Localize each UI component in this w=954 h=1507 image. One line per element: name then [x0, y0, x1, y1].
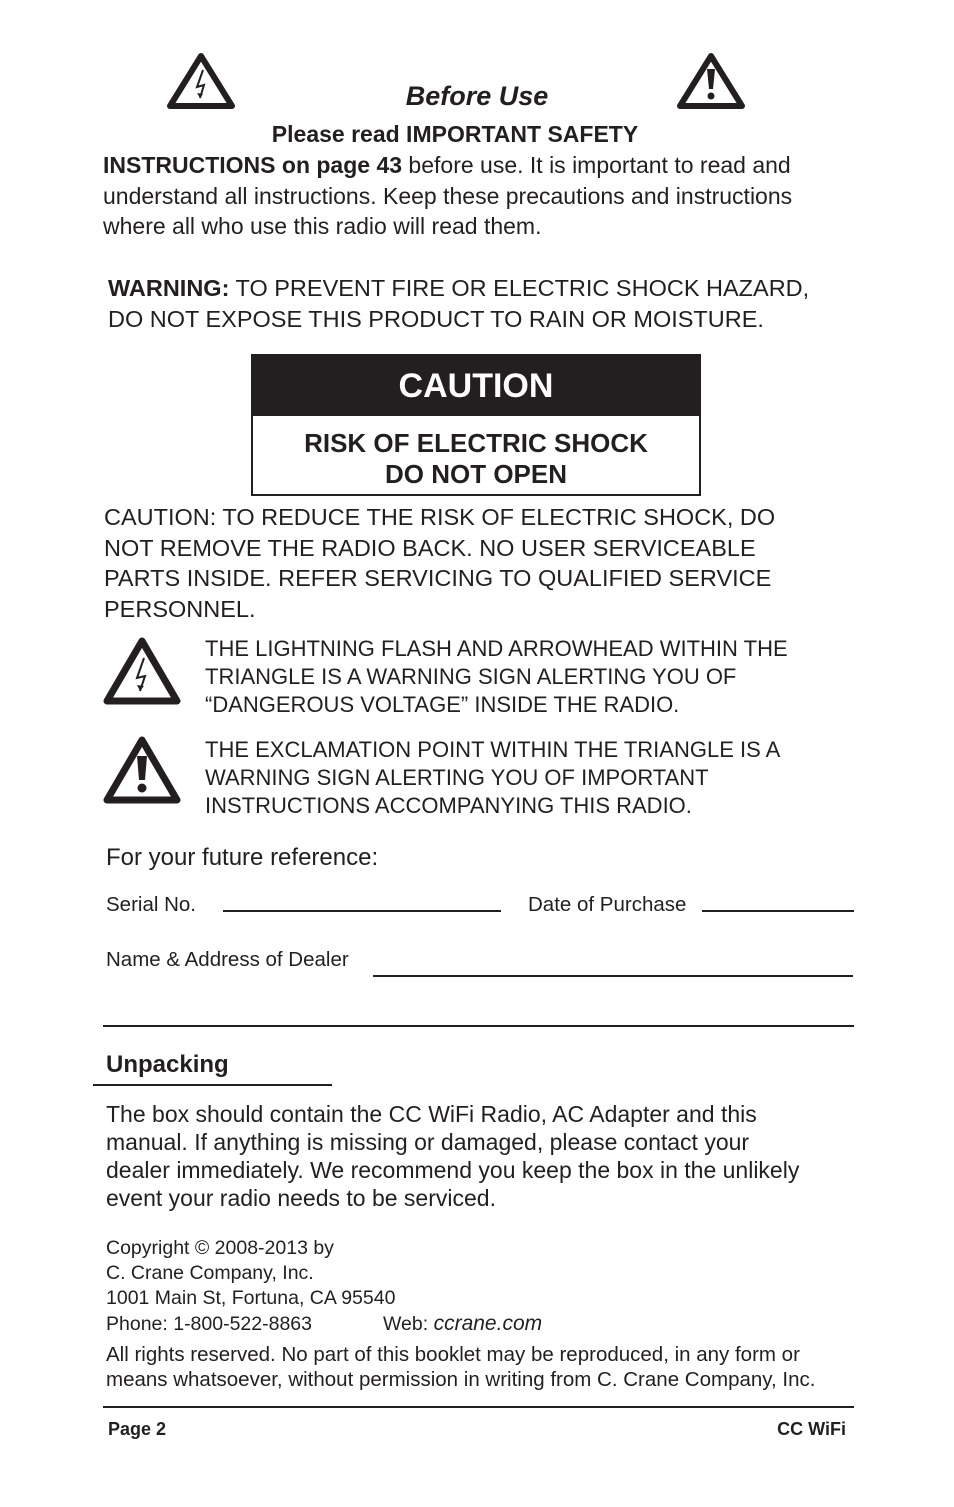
serial-number-line[interactable]	[223, 910, 501, 912]
unpacking-heading: Unpacking	[106, 1051, 229, 1078]
exclamation-explanation: THE EXCLAMATION POINT WITHIN THE TRIANGLE IS A WARNING SIGN ALERTING YOU OF IMPORTANT INSTRUCTIONS ACCOMPANYING THIS RADIO.	[205, 737, 781, 818]
warning-label: WARNING:	[108, 275, 230, 301]
dealer-line-1[interactable]	[373, 975, 853, 977]
website-link[interactable]: ccrane.com	[433, 1312, 543, 1335]
rights-statement: All rights reserved. No part of this booklet may be reproduced, in any form or means whatsoever, without permission in writing from C. Crane Company, Inc.	[106, 1343, 816, 1391]
dealer-label: Name & Address of Dealer	[106, 948, 349, 971]
safety-subtitle: Please read IMPORTANT SAFETY	[271, 121, 639, 147]
copyright-block: Copyright © 2008-2013 by C. Crane Company, Inc. 1001 Main St, Fortuna, CA 95540 Phone: 1-800-522-8863 Web: ccrane.com	[106, 1237, 543, 1335]
footer-divider	[103, 1406, 854, 1408]
intro-bold: INSTRUCTIONS on page 43	[103, 152, 403, 178]
intro-paragraph: INSTRUCTIONS on page 43 before use. It is important to read and understand all instructions. Keep these precautions and instructions where all who use this radio will read them.	[103, 152, 793, 239]
dealer-line-2[interactable]	[103, 1025, 854, 1027]
date-of-purchase-line[interactable]	[702, 910, 854, 912]
phone-number: Phone: 1-800-522-8863	[106, 1313, 312, 1335]
product-name: CC WiFi	[777, 1419, 846, 1439]
date-of-purchase-label: Date of Purchase	[528, 893, 687, 916]
caution-heading: CAUTION	[253, 356, 699, 416]
reference-heading: For your future reference:	[106, 844, 379, 871]
lightning-warning-icon	[102, 636, 182, 706]
caution-box-text: RISK OF ELECTRIC SHOCK DO NOT OPEN	[304, 428, 648, 489]
page-title: Before Use	[405, 81, 549, 111]
page-number: Page 2	[108, 1419, 167, 1439]
serial-label: Serial No.	[106, 893, 197, 916]
exclamation-warning-icon	[102, 735, 182, 805]
caution-paragraph: CAUTION: TO REDUCE THE RISK OF ELECTRIC SHOCK, DO NOT REMOVE THE RADIO BACK. NO USER SERVICEABLE PARTS INSIDE. REFER SERVICING TO QUALIFIED SERVICE PERSONNEL.	[104, 504, 776, 622]
caution-box	[251, 354, 701, 496]
unpacking-underline	[93, 1084, 332, 1086]
unpacking-paragraph: The box should contain the CC WiFi Radio, AC Adapter and this manual. If anything is missing or damaged, please contact your dealer immediately. We recommend you keep the box in the unlikely event your radio needs to be serviced.	[106, 1101, 800, 1211]
lightning-explanation: THE LIGHTNING FLASH AND ARROWHEAD WITHIN THE TRIANGLE IS A WARNING SIGN ALERTING YOU OF “DANGEROUS VOLTAGE” INSIDE THE RADIO.	[205, 636, 788, 717]
warning-paragraph: WARNING: TO PREVENT FIRE OR ELECTRIC SHOCK HAZARD, DO NOT EXPOSE THIS PRODUCT TO RAIN OR MOISTURE.	[108, 275, 810, 332]
